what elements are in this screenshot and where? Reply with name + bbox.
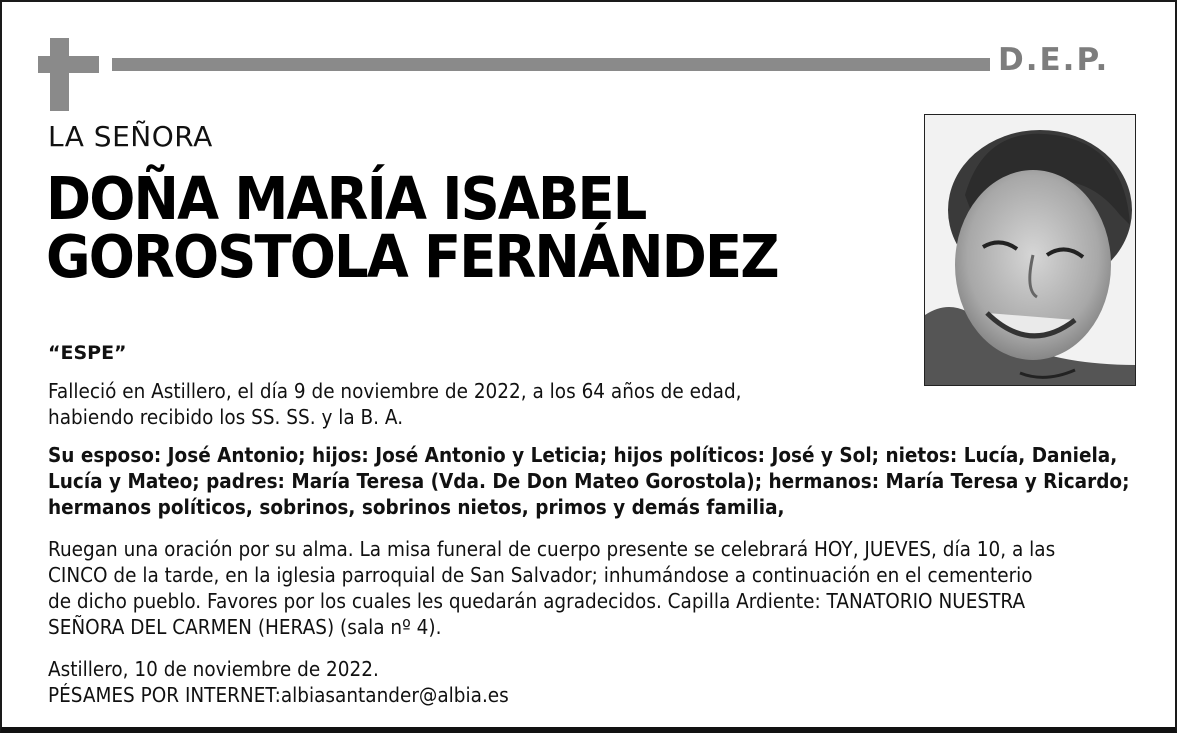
name-line: GOROSTOLA FERNÁNDEZ [46, 222, 778, 291]
portrait-photo [924, 114, 1136, 386]
cross-icon [50, 38, 69, 111]
cross-icon-bar [38, 56, 99, 73]
text-line: Lucía y Mateo; padres: María Teresa (Vda. De Don Mateo Gorostola); hermanos: María Teresa y Ricardo; [48, 469, 1130, 493]
deceased-name [46, 164, 778, 291]
funeral-details [48, 536, 1128, 640]
dep-label: D.E.P. [998, 42, 1110, 78]
text-line: Falleció en Astillero, el día 9 de noviembre de 2022, a los 64 años de edad, [48, 379, 742, 403]
text-line: SEÑORA DEL CARMEN (HERAS) (sala nº 4). [48, 615, 442, 639]
text-line: hermanos políticos, sobrinos, sobrinos nietos, primos y demás familia, [48, 495, 785, 519]
condolences-email: PÉSAMES POR INTERNET:albiasantander@albia.es [48, 683, 509, 707]
place-date: Astillero, 10 de noviembre de 2022. [48, 657, 379, 681]
nickname: “ESPE” [48, 342, 127, 364]
text-line: de dicho pueblo. Favores por los cuales les quedarán agradecidos. Capilla Ardiente: TANATORIO NUESTRA [48, 589, 1026, 613]
footer-notes [48, 656, 840, 708]
family-list [48, 442, 1130, 520]
death-notice [48, 378, 840, 430]
text-line: habiendo recibido los SS. SS. y la B. A. [48, 405, 404, 429]
text-line: CINCO de la tarde, en la iglesia parroquial de San Salvador; inhumándose a continuación en el cementerio [48, 563, 1033, 587]
header-rule [112, 58, 990, 71]
text-line: Su esposo: José Antonio; hijos: José Antonio y Leticia; hijos políticos: José y Sol; nietos: Lucía, Daniela, [48, 443, 1118, 467]
portrait-image [925, 115, 1136, 386]
text-line: Ruegan una oración por su alma. La misa funeral de cuerpo presente se celebrará HOY, JUEVES, día 10, a las [48, 537, 1056, 561]
name-line: DOÑA MARÍA ISABEL [46, 164, 646, 233]
title-prefix: LA SEÑORA [48, 120, 213, 153]
